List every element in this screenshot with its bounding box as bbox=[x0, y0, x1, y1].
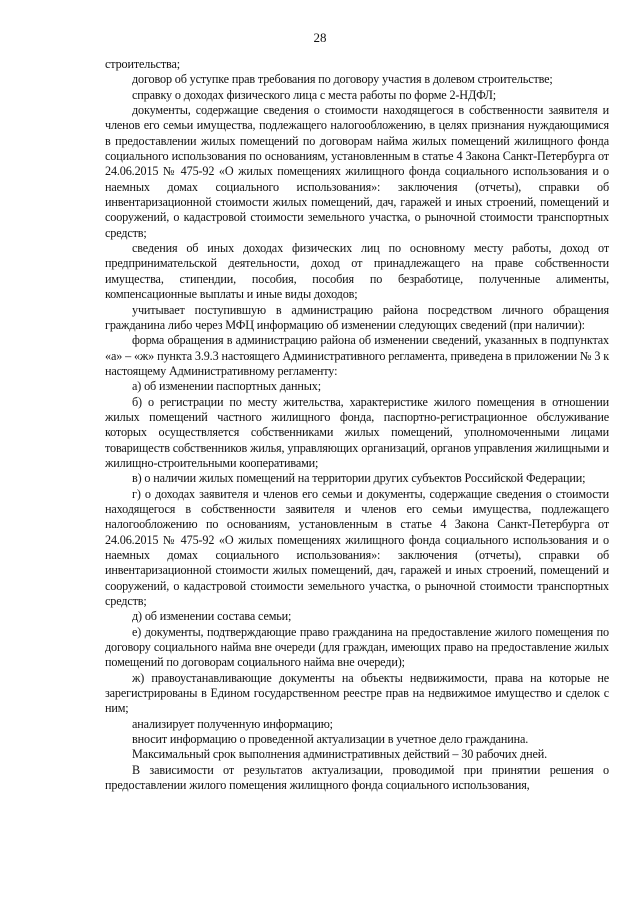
paragraph-property-value-documents: документы, содержащие сведения о стоимости находящегося в собственности заявителя и членов его семьи имущества, подлежащего налогообложению, в целях признания нуждающимися в предоставлении жилых помещений по договорам найма жилых помещений жилищного фонда социального использования по основаниям, установленным в статье 4 Закона Санкт-Петербурга от 24.06.2015 № 475-92 «О жилых помещениях жилищного фонда социального использования и о наемных домах социального использования»: заключения (отчеты), справки об инвентаризационной стоимости жилых помещений, дач, гаражей и иных строений, помещений и сооружений, о кадастровой стоимости земельного участка, о рыночной стоимости транспортных средств; bbox=[105, 103, 609, 240]
list-item-d: д) об изменении состава семьи; bbox=[132, 609, 292, 624]
paragraph-records: вносит информацию о проведенной актуализации в учетное дело гражданина. bbox=[132, 732, 529, 747]
list-item-zh: ж) правоустанавливающие документы на объекты недвижимости, права на которые не зарегистрированы в Едином государственном реестре прав на недвижимое имущество и сделок с ним; bbox=[105, 670, 609, 716]
paragraph-request-form: форма обращения в администрацию района об изменении сведений, указанных в подпунктах «а» – «ж» пункта 3.9.3 настоящего Административного регламента, приведена в приложении № 3 к настоящему Административному регламенту: bbox=[105, 333, 609, 378]
list-item-v: в) о наличии жилых помещений на территории других субъектов Российской Федерации; bbox=[132, 471, 586, 486]
paragraph-analyzes: анализирует полученную информацию; bbox=[132, 716, 333, 731]
page-number: 28 bbox=[313, 30, 327, 45]
list-item-b: б) о регистрации по месту жительства, характеристике жилого помещения в отношении жилых помещений частного жилищного фонда, паспортно-регистрационное обслуживание которых осуществляется собственниками жилых помещений, уполномоченными лицами товариществ собственников жилья, управляющих организаций, органов управления жилищными и жилищно-строительными кооперативами; bbox=[105, 394, 609, 470]
paragraph-depending-results: В зависимости от результатов актуализации, проводимой при принятии решения о предоставлении жилого помещения жилищного фонда социального использования, bbox=[105, 762, 609, 793]
list-item-e: е) документы, подтверждающие право гражданина на предоставление жилого помещения по договору социального найма вне очереди (для граждан, имеющих право на предоставление жилых помещений по договорам социального найма вне очереди); bbox=[105, 624, 609, 670]
paragraph-income-certificate: справку о доходах физического лица с места работы по форме 2-НДФЛ; bbox=[132, 87, 497, 102]
list-item-g: г) о доходах заявителя и членов его семьи и документы, содержащие сведения о стоимости находящегося в собственности заявителя и членов его семьи имущества, подлежащего налогообложению по основаниям, установленным в статье 4 Закона Санкт-Петербурга от 24.06.2015 № 475-92 «О жилых помещениях жилищного фонда социального использования и о наемных домах социального использования»: заключения (отчеты), справки об инвентаризационной стоимости жилых помещений, дач, гаражей и иных строений, помещений и сооружений, о кадастровой стоимости земельного участка, о рыночной стоимости транспортных средств; bbox=[105, 486, 609, 609]
paragraph-max-term: Максимальный срок выполнения административных действий – 30 рабочих дней. bbox=[132, 747, 548, 762]
paragraph-continuation: строительства; bbox=[105, 57, 180, 71]
list-item-a: а) об изменении паспортных данных; bbox=[132, 379, 321, 394]
paragraph-changes-info: учитывает поступившую в администрацию района посредством личного обращения гражданина либо через МФЦ информацию об изменении следующих сведений (при наличии): bbox=[105, 302, 609, 332]
paragraph-other-income: сведения об иных доходах физических лиц по основному месту работы, доход от предпринимательской деятельности, доход от принадлежащего на праве собственности имущества, стипендии, пособия, пособия по безработице, полученные алименты, компенсационные выплаты и иные виды доходов; bbox=[105, 241, 609, 302]
document-body bbox=[105, 57, 609, 794]
paragraph-assignment-contract: договор об уступке прав требования по договору участия в долевом строительстве; bbox=[132, 72, 553, 87]
